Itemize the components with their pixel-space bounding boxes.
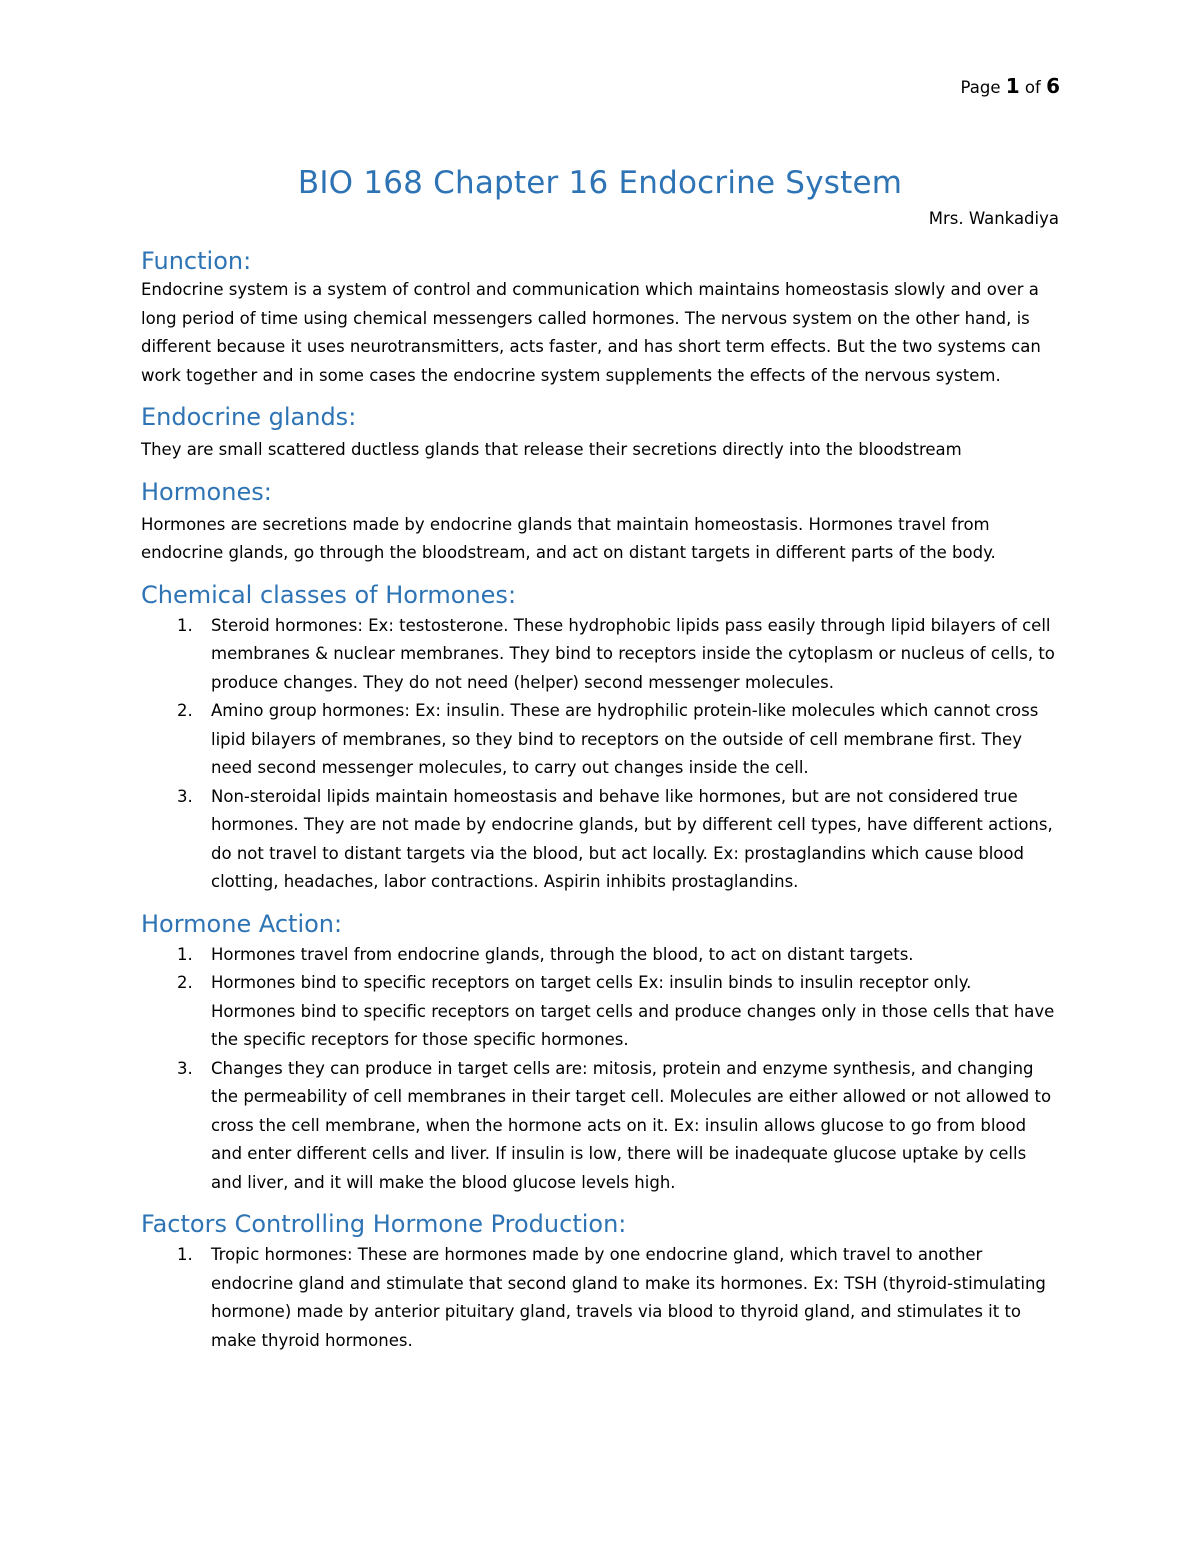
factors-list: [141, 1241, 1059, 1355]
action-heading: Hormone Action:: [141, 909, 343, 938]
classes-list: [141, 612, 1059, 897]
document-body: [141, 160, 1059, 1355]
author: Mrs. Wankadiya: [928, 209, 1059, 228]
list-item-text: Tropic hormones: These are hormones made by one endocrine gland, which travel to another endocrine gland and stimulate that second gland to make its hormones. Ex: TSH (thyroid-stimulating hormone) made by anterior pituitary gland, travels via blood to thyroid gland, and stimulates it to make thyroid hormones.: [211, 1245, 1046, 1350]
function-heading: Function:: [141, 247, 252, 275]
list-item-text: Steroid hormones: Ex: testosterone. These hydrophobic lipids pass easily through lipid bilayers of cell membranes & nuclear membranes. They bind to receptors inside the cytoplasm or nucleus of cells, to produce changes. They do not need (helper) second messenger molecules.: [211, 615, 1055, 692]
list-item: [141, 697, 1059, 783]
list-item-text: Amino group hormones: Ex: insulin. These are hydrophilic protein-like molecules which cannot cross lipid bilayers of membranes, so they bind to receptors on the outside of cell membrane first. They need second messenger molecules, to carry out changes inside the cell.: [211, 701, 1039, 777]
classes-heading: Chemical classes of Hormones:: [141, 580, 517, 609]
list-item: [141, 941, 1059, 970]
list-item-text: Hormones bind to specific receptors on target cells Ex: insulin binds to insulin receptor only. Hormones bind to specific receptors on target cells and produce changes only in those cells that have the specific receptors for those specific hormones.: [211, 973, 1055, 1049]
list-item: [141, 783, 1059, 897]
function-body: Endocrine system is a system of control and communication which maintains homeostasis slowly and over a long period of time using chemical messengers called hormones. The nervous system on the other hand, is different because it uses neurotransmitters, acts faster, and has short term effects. But the two systems can work together and in some cases the endocrine system supplements the effects of the nervous system.: [141, 280, 1041, 385]
list-item: [141, 969, 1059, 1055]
list-number: 3.: [177, 786, 193, 806]
list-number: 2.: [177, 701, 193, 720]
hormones-heading: Hormones:: [141, 477, 272, 506]
list-number: 1.: [177, 615, 193, 635]
list-number: 1.: [177, 1245, 193, 1264]
list-item-text: Non-steroidal lipids maintain homeostasis and behave like hormones, but are not considered true hormones. They are not made by endocrine glands, but by different cell types, have different actions, do not travel to distant targets via the blood, but act locally. Ex: prostaglandins which cause blood clotting, headaches, labor contractions. Aspirin inhibits prostaglandins.: [211, 786, 1053, 891]
list-number: 3.: [177, 1058, 193, 1078]
list-number: 2.: [177, 973, 193, 992]
list-item: [141, 1241, 1059, 1355]
document-title: BIO 168 Chapter 16 Endocrine System: [297, 165, 903, 201]
list-item-text: Changes they can produce in target cells are: mitosis, protein and enzyme synthesis, and changing the permeability of cell membranes in their target cell. Molecules are either allowed or not allowed to cross the cell membrane, when the hormone acts on it. Ex: insulin allows glucose to go from blood and enter different cells and liver. If insulin is low, there will be inadequate glucose uptake by cells and liver, and it will make the blood glucose levels high.: [211, 1058, 1052, 1192]
page-total: 6: [1046, 74, 1060, 98]
page-of: of: [1024, 78, 1041, 97]
list-item-text: Hormones travel from endocrine glands, through the blood, to act on distant targets.: [211, 944, 914, 964]
action-list: [141, 941, 1059, 1198]
list-item: [141, 612, 1059, 698]
factors-heading: Factors Controlling Hormone Production:: [141, 1210, 627, 1238]
list-item: [141, 1055, 1059, 1198]
page-number: [961, 74, 1060, 98]
list-number: 1.: [177, 944, 193, 964]
glands-body: They are small scattered ductless glands that release their secretions directly into the bloodstream: [141, 440, 962, 459]
glands-heading: Endocrine glands:: [141, 403, 357, 431]
hormones-body: Hormones are secretions made by endocrine glands that maintain homeostasis. Hormones travel from endocrine glands, go through the bloodstream, and act on distant targets in different parts of the body.: [141, 514, 996, 562]
page-label: Page: [960, 78, 1001, 97]
page-current: 1: [1005, 74, 1020, 98]
